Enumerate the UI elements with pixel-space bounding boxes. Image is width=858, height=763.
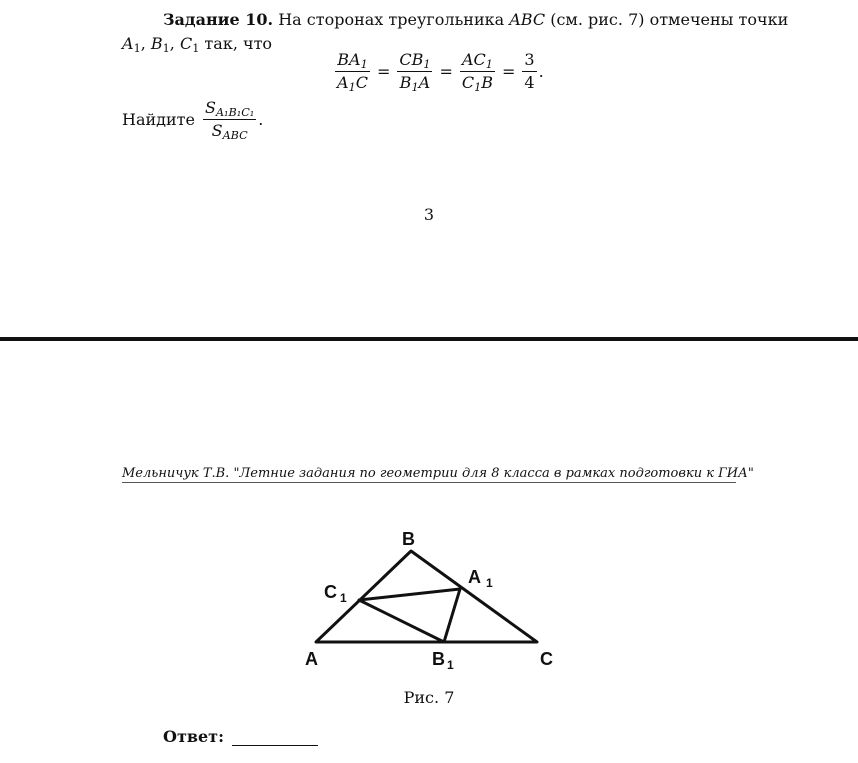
numerator [335, 50, 369, 72]
task-intro: На сторонах треугольника [278, 10, 505, 29]
label-a1-sub: 1 [486, 576, 493, 590]
comma: , [169, 34, 175, 53]
sub: 1 [411, 80, 419, 94]
find-label: Найдите [122, 109, 195, 129]
denominator-text: C [461, 72, 475, 92]
denominator [398, 72, 432, 93]
sub: 1 [360, 57, 368, 71]
sub: 1 [485, 57, 493, 71]
running-header: Мельничук Т.В. "Летние задания по геометрии для 8 класса в рамках подготовки к ГИА" [122, 466, 754, 481]
triangle-figure [300, 525, 570, 675]
figure-caption: Рис. 7 [403, 688, 455, 707]
numerator-text: BA [337, 49, 361, 69]
denominator: 4 [524, 72, 535, 92]
find-expression [122, 96, 263, 142]
answer-row [163, 727, 318, 746]
denominator [210, 120, 250, 141]
label-a: A [305, 649, 318, 669]
equals-sign: = [502, 61, 516, 81]
point-c1: C [179, 34, 193, 53]
fraction-three-quarters [522, 50, 536, 93]
figure-reference: (см. рис. 7) отмечены точки [550, 10, 789, 29]
fraction-cb1-b1a [397, 50, 432, 93]
numerator [203, 98, 256, 120]
numerator-text: AC [461, 49, 486, 69]
label-c1: C [324, 582, 337, 602]
equals-sign: = [376, 61, 391, 81]
task-heading: Задание 10. [163, 10, 274, 29]
denominator-tail: C [355, 72, 368, 92]
formula-period: . [538, 61, 544, 81]
denominator-text: B [399, 72, 412, 92]
page-number: 3 [423, 205, 435, 224]
ratio-formula [333, 48, 544, 94]
label-b: B [402, 529, 415, 549]
numerator [397, 50, 432, 72]
sub: 1 [423, 57, 431, 71]
sub: 1 [192, 41, 200, 55]
label-a1: A [468, 567, 481, 587]
denominator [335, 72, 370, 93]
task-so: так, что [204, 34, 273, 53]
area-symbol: S [211, 120, 223, 140]
sub: 1 [474, 80, 482, 94]
sub: 1 [133, 41, 141, 55]
area-symbol: S [205, 97, 216, 117]
numerator-text: CB [399, 49, 424, 69]
area-subscript: A₁B₁C₁ [215, 105, 255, 119]
point-b1: B [150, 34, 163, 53]
denominator-tail: B [481, 72, 494, 92]
denominator-text: A [337, 72, 349, 92]
numerator [460, 50, 495, 72]
triangle-abc [316, 551, 537, 642]
point-a1: A [122, 34, 134, 53]
equals-sign: = [439, 61, 453, 81]
numerator: 3 [522, 50, 536, 72]
answer-field[interactable] [232, 735, 318, 746]
task-line-1 [163, 10, 788, 29]
fraction-ac1-c1b [460, 50, 495, 93]
fraction-ba1-a1c [335, 50, 370, 93]
label-b1-sub: 1 [447, 658, 454, 672]
sub: 1 [162, 41, 170, 55]
task-line-2 [122, 34, 272, 53]
denominator [460, 72, 495, 93]
answer-label: Ответ: [163, 727, 224, 746]
find-period: . [258, 109, 264, 129]
area-subscript: ABC [222, 128, 248, 142]
sub: 1 [348, 80, 356, 94]
denominator-tail: A [418, 72, 431, 92]
comma: , [140, 34, 146, 53]
page-divider [0, 337, 858, 341]
label-c: C [540, 649, 553, 669]
triangle-name: ABC [509, 10, 546, 29]
label-c1-sub: 1 [340, 591, 347, 605]
label-b1: B [432, 649, 445, 669]
area-ratio-fraction [203, 98, 256, 141]
triangle-a1b1c1 [359, 589, 460, 642]
